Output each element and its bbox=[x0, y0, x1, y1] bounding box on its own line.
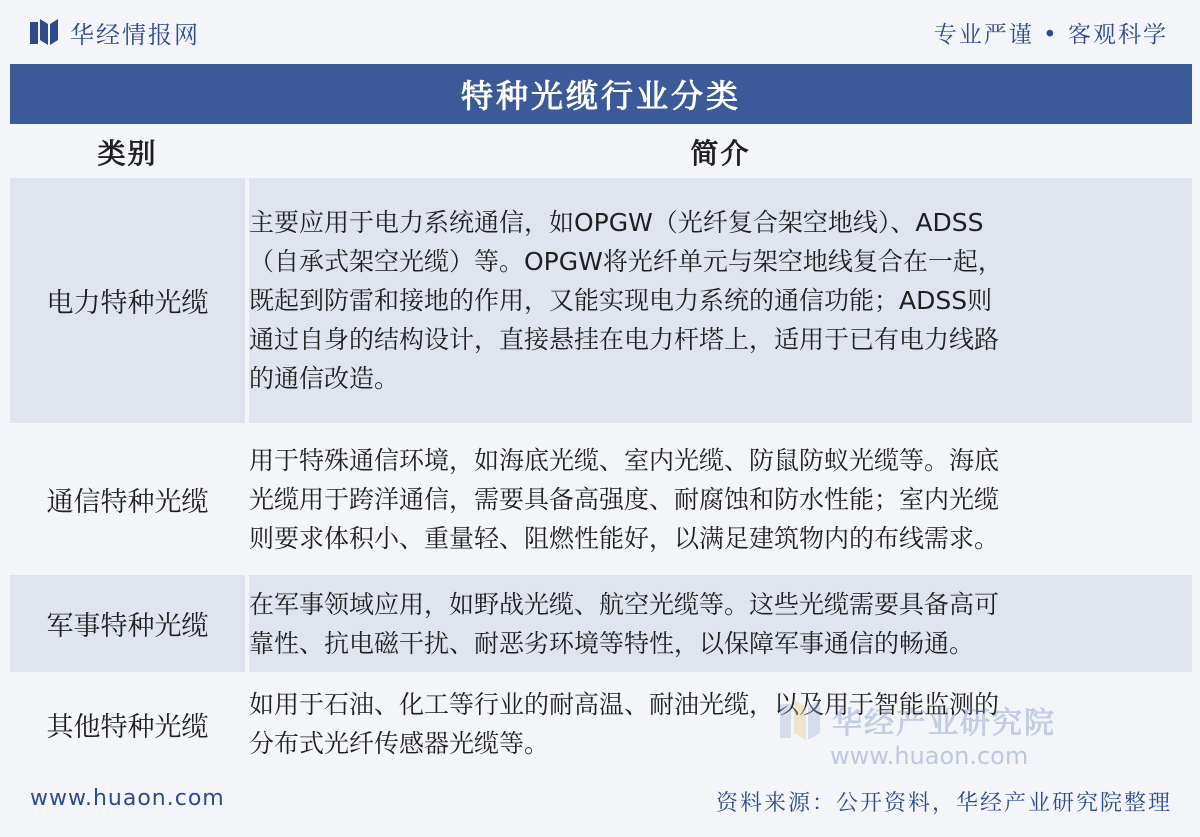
book-logo-icon bbox=[30, 19, 58, 45]
row-description bbox=[249, 425, 1192, 573]
description-line: 则要求体积小、重量轻、阻燃性能好，以满足建筑物内的布线需求。 bbox=[249, 523, 1000, 553]
slogan: 专业严谨 • 客观科学 bbox=[933, 21, 1168, 48]
watermark-url: www.huaon.com bbox=[830, 742, 1029, 770]
title-bar bbox=[10, 64, 1192, 124]
description-line: 在军事领域应用，如野战光缆、航空光缆等。这些光缆需要具备高可 bbox=[249, 589, 1000, 619]
table-row bbox=[10, 178, 1192, 423]
brand[interactable] bbox=[30, 15, 200, 50]
row-description bbox=[249, 178, 1192, 423]
page-title: 特种光缆行业分类 bbox=[460, 77, 741, 115]
brand-name: 华经情报网 bbox=[70, 20, 200, 49]
row-category: 军事特种光缆 bbox=[10, 575, 245, 672]
column-header-description: 简介 bbox=[690, 137, 751, 170]
column-header-category: 类别 bbox=[97, 137, 158, 170]
table-row bbox=[10, 425, 1192, 573]
description-line: 分布式光纤传感器光缆等。 bbox=[249, 729, 550, 758]
header bbox=[0, 0, 1200, 64]
row-description bbox=[249, 575, 1192, 672]
description-line: 靠性、抗电磁干扰、耐恶劣环境等特性，以保障军事通信的畅通。 bbox=[249, 628, 975, 658]
footer-website[interactable]: www.huaon.com bbox=[30, 786, 225, 811]
description-line: 用于特殊通信环境，如海底光缆、室内光缆、防鼠防蚁光缆等。海底 bbox=[249, 445, 1000, 475]
row-category: 其他特种光缆 bbox=[10, 674, 245, 774]
description-line: 主要应用于电力系统通信，如OPGW（光纤复合架空地线）、ADSS bbox=[249, 208, 984, 237]
description-line: 光缆用于跨洋通信，需要具备高强度、耐腐蚀和防水性能；室内光缆 bbox=[249, 484, 1000, 514]
description-line: （自承式架空光缆）等。OPGW将光纤单元与架空地线复合在一起， bbox=[249, 247, 1003, 276]
row-description bbox=[249, 674, 1192, 774]
description-line: 既起到防雷和接地的作用，又能实现电力系统的通信功能；ADSS则 bbox=[249, 286, 993, 315]
description-line: 如用于石油、化工等行业的耐高温、耐油光缆，以及用于智能监测的 bbox=[249, 690, 1000, 719]
row-category: 电力特种光缆 bbox=[10, 178, 245, 423]
footer-source: 资料来源：公开资料，华经产业研究院整理 bbox=[715, 791, 1172, 816]
watermark-text: 华经产业研究院 bbox=[832, 706, 1056, 741]
description-line: 通过自身的结构设计，直接悬挂在电力杆塔上，适用于已有电力线路 bbox=[249, 325, 1000, 354]
table-row bbox=[10, 575, 1192, 672]
row-category: 通信特种光缆 bbox=[10, 425, 245, 573]
description-line: 的通信改造。 bbox=[249, 364, 400, 393]
